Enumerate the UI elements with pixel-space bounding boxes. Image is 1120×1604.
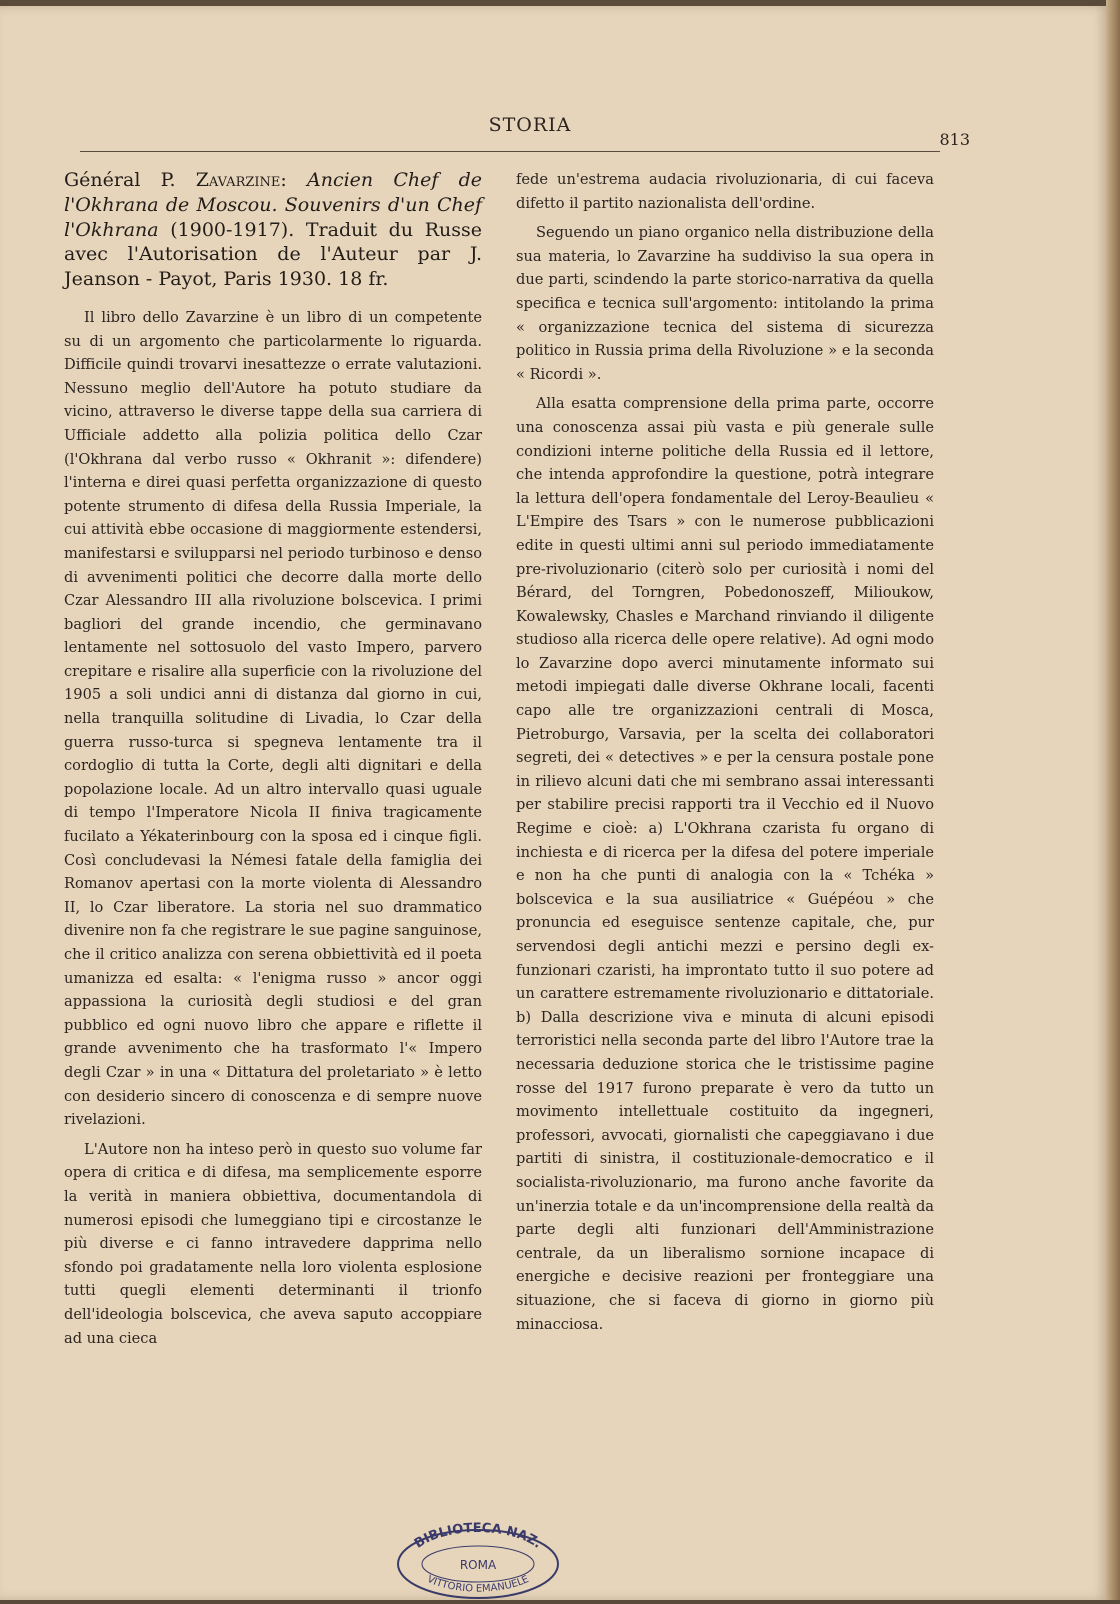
left-column [64, 168, 482, 1350]
stamp-line-top: BIBLIOTECA NAZ. [411, 1520, 545, 1552]
citation-separator: : [280, 169, 307, 191]
running-head: STORIA [488, 114, 572, 136]
stamp-line-bottom: VITTORIO EMANUELE [425, 1573, 531, 1595]
right-column [516, 168, 934, 1336]
paragraph: fede un'estrema audacia rivoluzionaria, di cui faceva difetto il partito nazionalista dell'ordine. [516, 171, 934, 212]
citation-prefix: Général P. [64, 169, 196, 191]
paragraph: Seguendo un piano organico nella distribuzione della sua materia, lo Zavarzine ha suddiviso la sua opera in due parti, scindendo la parte storico-narrativa da quella specifica e tecnica sull'argomento: intitolando la prima « organizzazione tecnica del sistema di sicurezza politico in Russia prima della Rivoluzione » e la seconda « Ricordi ». [516, 224, 934, 383]
stamp-seal-icon [392, 1520, 564, 1600]
paragraph: Il libro dello Zavarzine è un libro di un competente su di un argomento che particolarmente lo riguarda. Difficile quindi trovarvi inesattezze o errate valutazioni. Nessuno meglio dell'Autore ha potuto studiare da vicino, attraverso le diverse tappe della sua carriera di Ufficiale addetto alla polizia politica dello Czar (l'Okhrana dal verbo russo « Okhranit »: difendere) l'interna e direi quasi perfetta organizzazione di questo potente strumento di difesa della Russia Imperiale, la cui attività ebbe occasione di maggiormente estendersi, manifestarsi e svilupparsi nel periodo turbinoso e denso di avvenimenti politici che decorre dalla morte dello Czar Alessandro III alla rivoluzione bolscevica. I primi bagliori del grande incendio, che germinavano lentamente nel sottosuolo del vasto Impero, parvero crepitare e risalire alla superficie con la rivoluzione del 1905 a soli undici anni di distanza dal giorno in cui, nella tranquilla solitudine di Livadia, lo Czar della guerra russo-turca si spegneva lentamente tra il cordoglio di tutta la Corte, degli alti dignitari e della popolazione locale. Ad un altro intervallo quasi uguale di tempo l'Imperatore Nicola II finiva tragicamente fucilato a Yékaterinbourg con la sposa ed i cinque figli. Così concludevasi la Némesi fatale della famiglia dei Romanov apertasi con la morte violenta di Alessandro II, lo Czar liberatore. La storia nel suo drammatico divenire non fa che registrare le sue pagine sanguinose, che il critico analizza con serena obbiettività ed il poeta umanizza ed esalta: « l'enigma russo » ancor oggi appassiona la curiosità degli studiosi e del gran pubblico ed ogni nuovo libro che appare e riflette il grande avvenimento che ha trasformato l'« Impero degli Czar » in una « Dittatura del proletariato » è letto con desiderio sincero di conoscenza e di sempre nuove rivelazioni. [64, 308, 482, 1129]
library-stamp [392, 1520, 564, 1600]
citation-details: (1900-1917). Traduit du Russe avec l'Autorisation de l'Auteur par J. Jeanson - Payot, Paris 1930. 18 fr. [64, 218, 482, 291]
stamp-line-middle: ROMA [459, 1558, 497, 1572]
book-citation [64, 168, 482, 292]
citation-title: Ancien Chef de l'Okhrana de Moscou. Souvenirs d'un Chef l'Okhrana [64, 169, 482, 241]
page-number: 813 [939, 130, 970, 149]
header-rule [80, 151, 940, 152]
svg-text:BIBLIOTECA NAZ. [412, 1521, 544, 1552]
citation-author: Zavarzine [195, 169, 281, 191]
svg-text:VITTORIO EMANUELE [425, 1574, 530, 1595]
paragraph: Alla esatta comprensione della prima parte, occorre una conoscenza assai più vasta e più generale sulle condizioni interne politiche della Russia ed il lettore, che intenda approfondire la questione, potrà integrare la lettura dell'opera fondamentale del Leroy-Beaulieu « L'Empire des Tsars » con le numerose pubblicazioni edite in questi ultimi anni sul periodo immediatamente pre-rivoluzionario (citerò solo per curiosità i nomi del Bérard, del Torngren, Pobedonoszeff, Milioukow, Kowalewsky, Chasles e Marchand rinviando il diligente studioso alla ricerca delle opere relative). Ad ogni modo lo Zavarzine dopo averci minutamente informato sui metodi impiegati dalle diverse Okhrane locali, facenti capo alle tre organizzazioni centrali di Mosca, Pietroburgo, Varsavia, per la scelta dei collaboratori segreti, dei « detectives » e per la censura postale pone in rilievo alcuni dati che mi sembrano assai interessanti per stabilire precisi rapporti tra il Vecchio ed il Nuovo Regime e cioè: a) L'Okhrana czarista fu organo di inchiesta e di ricerca per la difesa del potere imperiale e non ha che punti di analogia con la « Tchéka » bolscevica e la sua ausiliatrice « Guépéou » che pronuncia ed eseguisce sentenze capitale, che, pur servendosi degli antichi mezzi e persino degli ex-funzionari czaristi, ha improntato tutto il suo potere ad un carattere estremamente rivoluzionario e dittatoriale. b) Dalla descrizione viva e minuta di alcuni episodi terroristici nella seconda parte del libro l'Autore trae la necessaria deduzione storica che le tristissime pagine rosse del 1917 furono preparate è vero da tutto un movimento intellettuale costituito da ingegneri, professori, avvocati, giornalisti che capeggiavano i due partiti di sinistra, il costituzionale-democratico e il socialista-rivoluzionario, ma furono anche favorite da un'inerzia totale e da un'incomprensione della realtà da parte degli alti funzionari dell'Amministrazione centrale, da un liberalismo sornione incapace di energiche e decisive reazioni per fronteggiare una situazione, che si faceva di giorno in giorno più minacciosa. [516, 395, 934, 1333]
paragraph: L'Autore non ha inteso però in questo suo volume far opera di critica e di difesa, ma semplicemente esporre la verità in maniera obbiettiva, documentandola di numerosi episodi che lumeggiano tipi e circostanze le più diverse e ci fanno intravedere dapprima nello sfondo poi gradatamente nella loro violenta esplosione tutti quegli elementi determinanti il trionfo dell'ideologia bolscevica, che aveva saputo accoppiare ad una cieca [64, 1140, 482, 1347]
page-binding-edge [1106, 0, 1120, 1600]
